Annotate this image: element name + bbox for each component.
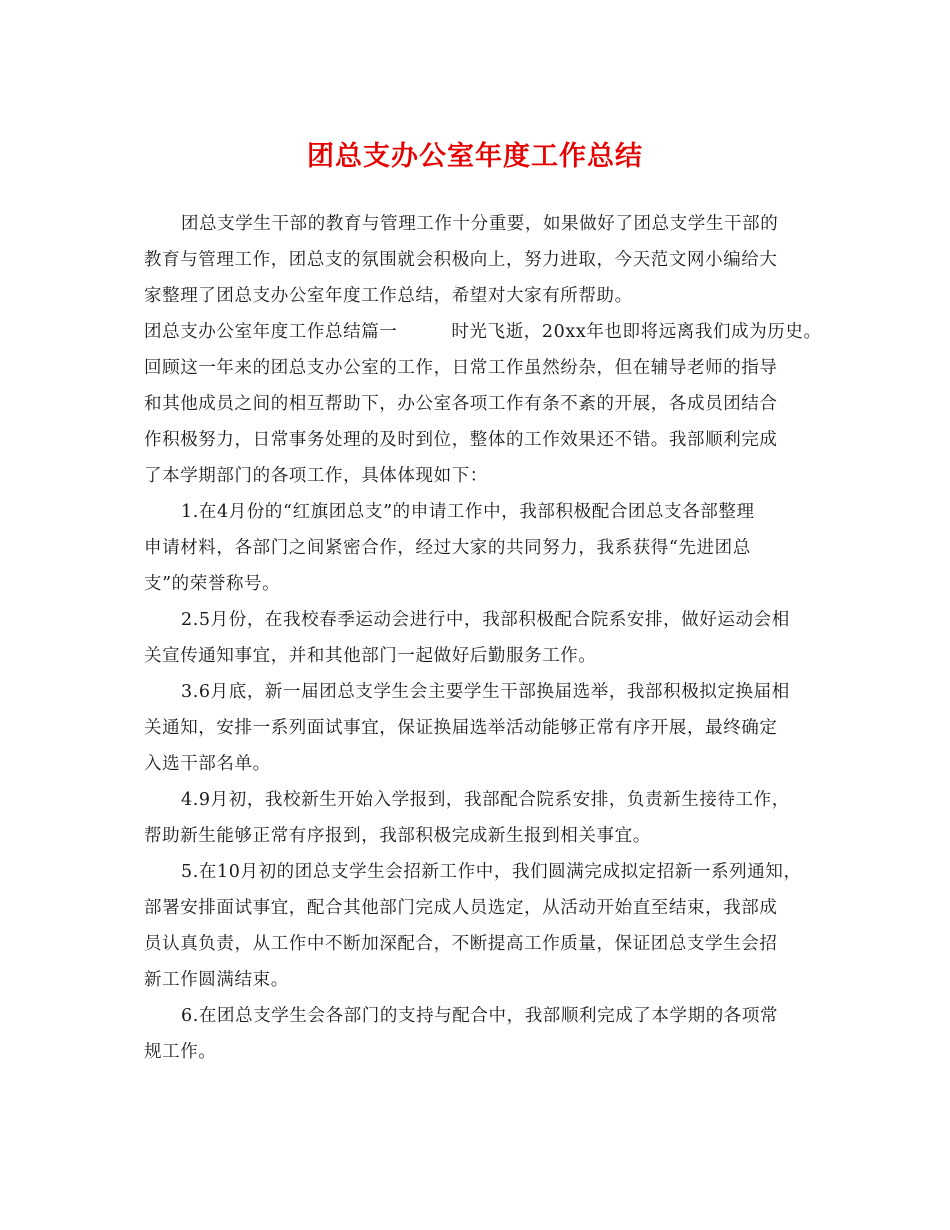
text-line: 员认真负责，从工作中不断加深配合，不断提高工作质量，保证团总支学生会招 (144, 934, 778, 954)
document-title: 团总支办公室年度工作总结 (307, 141, 643, 172)
text-line: 支”的荣誉称号。 (144, 574, 281, 594)
text-line: 入选干部名单。 (144, 754, 271, 774)
text-line: 教育与管理工作，团总支的氛围就会积极向上，努力进取，今天范文网小编给大 (144, 250, 778, 270)
section-line (144, 320, 822, 344)
text-line: 规工作。 (144, 1042, 217, 1062)
list-item-line: 5.在10月初的团总支学生会招新工作中，我们圆满完成拟定招新一系列通知， (181, 862, 802, 882)
text-line: 帮助新生能够正常有序报到，我部积极完成新生报到相关事宜。 (144, 826, 651, 846)
list-item-line: 2.5月份，在我校春季运动会进行中，我部积极配合院系安排，做好运动会相 (181, 610, 790, 630)
text-line: 团总支学生干部的教育与管理工作十分重要，如果做好了团总支学生干部的 (181, 214, 779, 234)
section-heading: 团总支办公室年度工作总结篇一 (144, 322, 398, 342)
text-line: 回顾这一年来的团总支办公室的工作，日常工作虽然纷杂，但在辅导老师的指导 (144, 358, 778, 378)
text-line: 关宣传通知事宜，并和其他部门一起做好后勤服务工作。 (144, 646, 597, 666)
text-line: 新工作圆满结束。 (144, 970, 289, 990)
text-segment: 时光飞逝，20xx年也即将远离我们成为历史。 (451, 322, 822, 342)
text-line: 申请材料，各部门之间紧密合作，经过大家的共同努力，我系获得“先进团总 (144, 538, 751, 558)
list-item-line: 6.在团总支学生会各部门的支持与配合中，我部顺利完成了本学期的各项常 (181, 1006, 779, 1026)
text-line: 关通知，安排一系列面试事宜，保证换届选举活动能够正常有序开展，最终确定 (144, 718, 778, 738)
list-item-line: 4.9月初，我校新生开始入学报到，我部配合院系安排，负责新生接待工作， (181, 790, 790, 810)
list-item-line: 1.在4月份的“红旗团总支”的申请工作中，我部积极配合团总支各部整理 (181, 502, 755, 522)
text-line: 作积极努力，日常事务处理的及时到位，整体的工作效果还不错。我部顺利完成 (144, 430, 778, 450)
text-line: 部署安排面试事宜，配合其他部门完成人员选定，从活动开始直至结束，我部成 (144, 898, 778, 918)
list-item-line: 3.6月底，新一届团总支学生会主要学生干部换届选举，我部积极拟定换届相 (181, 682, 790, 702)
text-line: 家整理了团总支办公室年度工作总结，希望对大家有所帮助。 (144, 286, 633, 306)
text-line: 了本学期部门的各项工作，具体体现如下： (144, 466, 488, 486)
text-line: 和其他成员之间的相互帮助下，办公室各项工作有条不紊的开展，各成员团结合 (144, 394, 778, 414)
